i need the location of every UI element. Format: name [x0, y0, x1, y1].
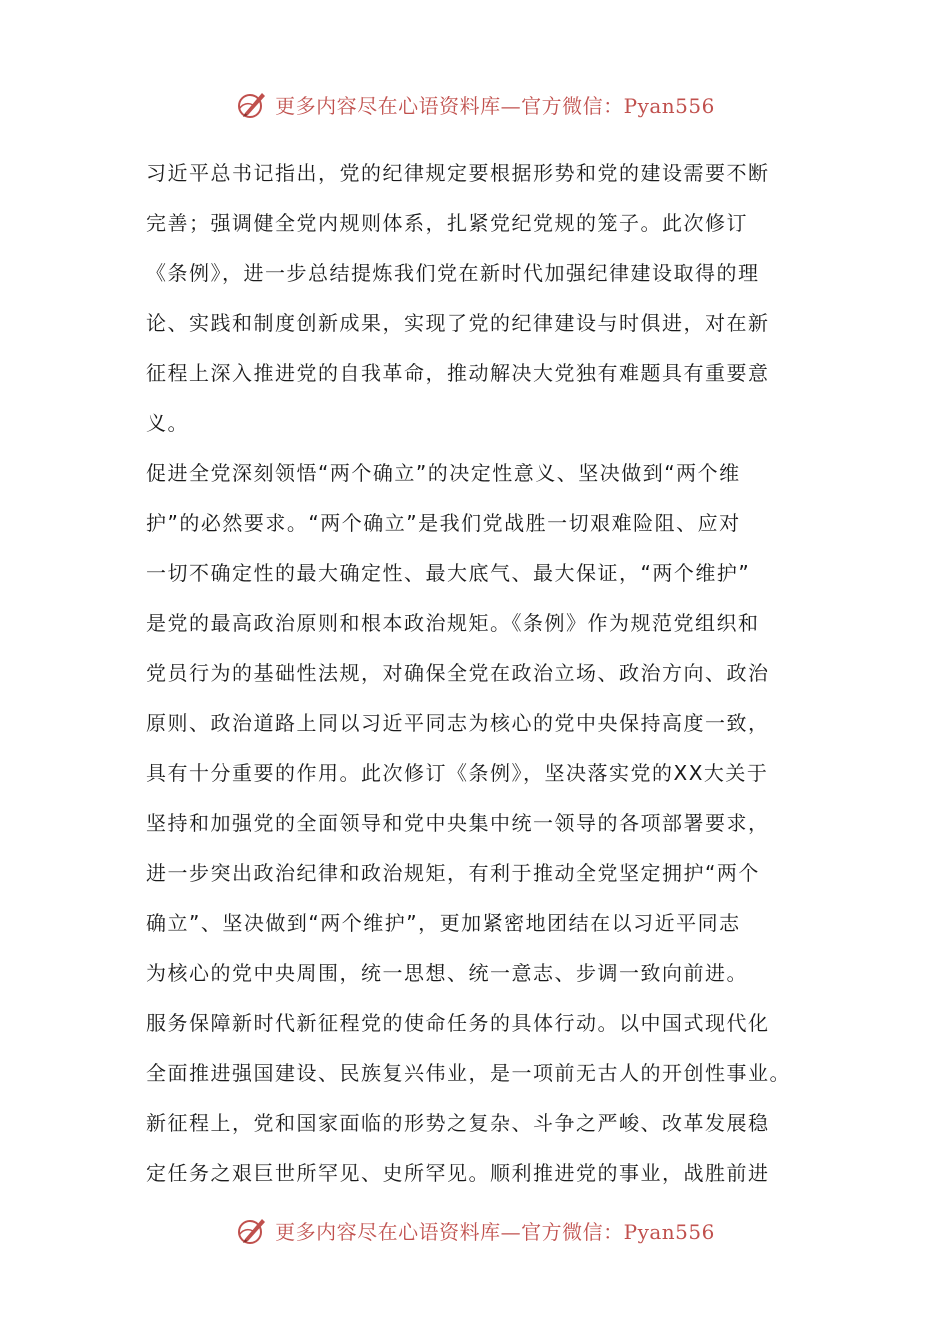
text-line: 义。 [146, 411, 189, 435]
text-line: 党员行为的基础性法规，对确保全党在政治立场、政治方向、政治 [146, 661, 770, 685]
text-line: 征程上深入推进党的自我革命，推动解决大党独有难题具有重要意 [146, 361, 770, 385]
text-line: 护”的必然要求。“两个确立”是我们党战胜一切艰难险阻、应对 [146, 511, 741, 535]
document-body [146, 148, 826, 1198]
text-line: 《条例》，进一步总结提炼我们党在新时代加强纪律建设取得的理 [146, 261, 760, 285]
footer-banner-text: 更多内容尽在心语资料库—官方微信：Pyan556 [275, 1219, 715, 1244]
header-banner [0, 84, 950, 124]
text-line: 具有十分重要的作用。此次修订《条例》，坚决落实党的XX大关于 [146, 761, 769, 785]
footer-banner [0, 1210, 950, 1250]
text-line: 服务保障新时代新征程党的使命任务的具体行动。以中国式现代化 [146, 1011, 770, 1035]
text-line: 习近平总书记指出，党的纪律规定要根据形势和党的建设需要不断 [146, 161, 770, 185]
text-line: 原则、政治道路上同以习近平同志为核心的党中央保持高度一致， [146, 711, 770, 735]
text-line: 确立”、坚决做到“两个维护”，更加紧密地团结在以习近平同志 [146, 911, 741, 935]
text-line: 坚持和加强党的全面领导和党中央集中统一领导的各项部署要求， [146, 811, 770, 835]
text-line: 论、实践和制度创新成果，实现了党的纪律建设与时俱进，对在新 [146, 311, 770, 335]
text-line: 为核心的党中央周围，统一思想、统一意志、步调一致向前进。 [146, 961, 748, 985]
text-line: 定任务之艰巨世所罕见、史所罕见。顺利推进党的事业，战胜前进 [146, 1161, 770, 1185]
text-line: 全面推进强国建设、民族复兴伟业，是一项前无古人的开创性事业。 [146, 1061, 791, 1085]
text-line: 新征程上，党和国家面临的形势之复杂、斗争之严峻、改革发展稳 [146, 1111, 770, 1135]
header-banner-text: 更多内容尽在心语资料库—官方微信：Pyan556 [275, 93, 715, 118]
pen-logo-icon [235, 1213, 269, 1247]
text-line: 完善；强调健全党内规则体系，扎紧党纪党规的笼子。此次修订 [146, 211, 748, 235]
text-line: 一切不确定性的最大确定性、最大底气、最大保证，“两个维护” [146, 561, 751, 585]
pen-logo-icon [235, 87, 269, 121]
text-line: 进一步突出政治纪律和政治规矩，有利于推动全党坚定拥护“两个 [146, 861, 760, 885]
text-line: 促进全党深刻领悟“两个确立”的决定性意义、坚决做到“两个维 [146, 461, 741, 485]
text-line: 是党的最高政治原则和根本政治规矩。《条例》作为规范党组织和 [146, 611, 760, 635]
